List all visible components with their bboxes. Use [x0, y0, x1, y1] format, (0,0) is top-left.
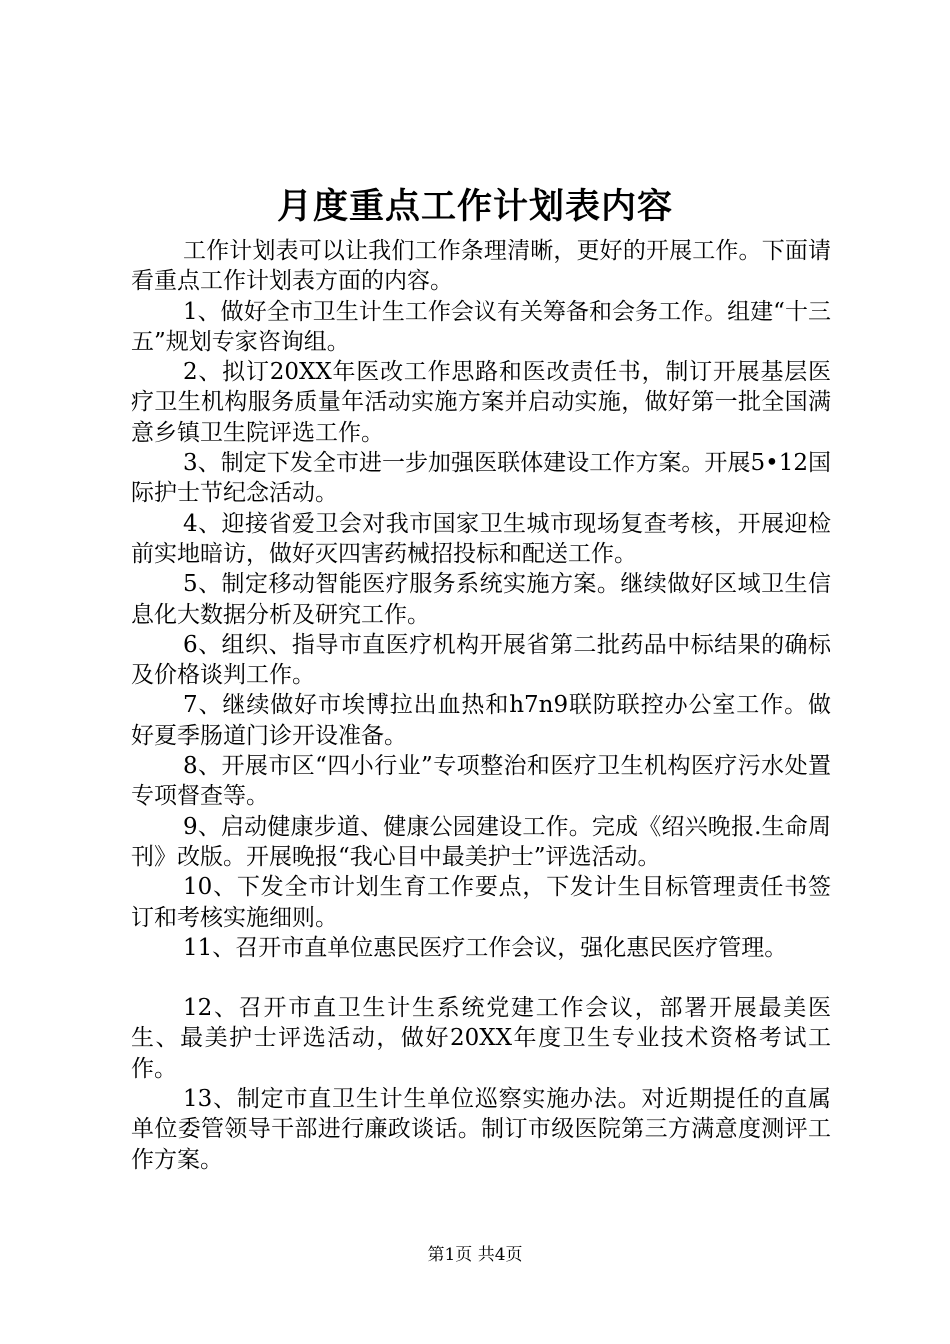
list-item-6: 6、组织、指导市直医疗机构开展省第二批药品中标结果的确标及价格谈判工作。	[131, 631, 831, 689]
list-item-9: 9、启动健康步道、健康公园建设工作。完成《绍兴晚报.生命周刊》改版。开展晚报“我心目中最美护士”评选活动。	[131, 813, 831, 870]
list-item-13: 13、制定市直卫生计生单位巡察实施办法。对近期提任的直属单位委管领导干部进行廉政谈话。制订市级医院第三方满意度测评工作方案。	[131, 1086, 831, 1173]
list-item-3: 3、制定下发全市进一步加强医联体建设工作方案。开展5•12国际护士节纪念活动。	[131, 450, 831, 507]
list-item-10: 10、下发全市计划生育工作要点，下发计生目标管理责任书签订和考核实施细则。	[131, 874, 831, 931]
list-item-7: 7、继续做好市埃博拉出血热和h7n9联防联控办公室工作。做好夏季肠道门诊开设准备。	[131, 692, 831, 749]
page-number-footer: 第1页 共4页	[427, 1245, 523, 1265]
list-item-5: 5、制定移动智能医疗服务系统实施方案。继续做好区域卫生信息化大数据分析及研究工作。	[131, 571, 831, 628]
list-item-2: 2、拟订20XX年医改工作思路和医改责任书，制订开展基层医疗卫生机构服务质量年活动实施方案并启动实施，做好第一批全国满意乡镇卫生院评选工作。	[131, 359, 831, 446]
list-item-12: 12、召开市直卫生计生系统党建工作会议，部署开展最美医生、最美护士评选活动，做好20XX年度卫生专业技术资格考试工作。	[131, 995, 831, 1082]
list-item-11: 11、召开市直单位惠民医疗工作会议，强化惠民医疗管理。	[183, 934, 788, 961]
list-item-8: 8、开展市区“四小行业”专项整治和医疗卫生机构医疗污水处置专项督查等。	[131, 753, 831, 810]
list-item-4: 4、迎接省爱卫会对我市国家卫生城市现场复查考核，开展迎检前实地暗访，做好灭四害药械招投标和配送工作。	[131, 510, 831, 567]
intro-paragraph: 工作计划表可以让我们工作条理清晰，更好的开展工作。下面请看重点工作计划表方面的内容。	[131, 238, 831, 295]
document-body	[131, 236, 831, 1175]
list-item-1: 1、做好全市卫生计生工作会议有关筹备和会务工作。组建“十三五”规划专家咨询组。	[131, 298, 831, 355]
document-title: 月度重点工作计划表内容	[276, 186, 673, 227]
